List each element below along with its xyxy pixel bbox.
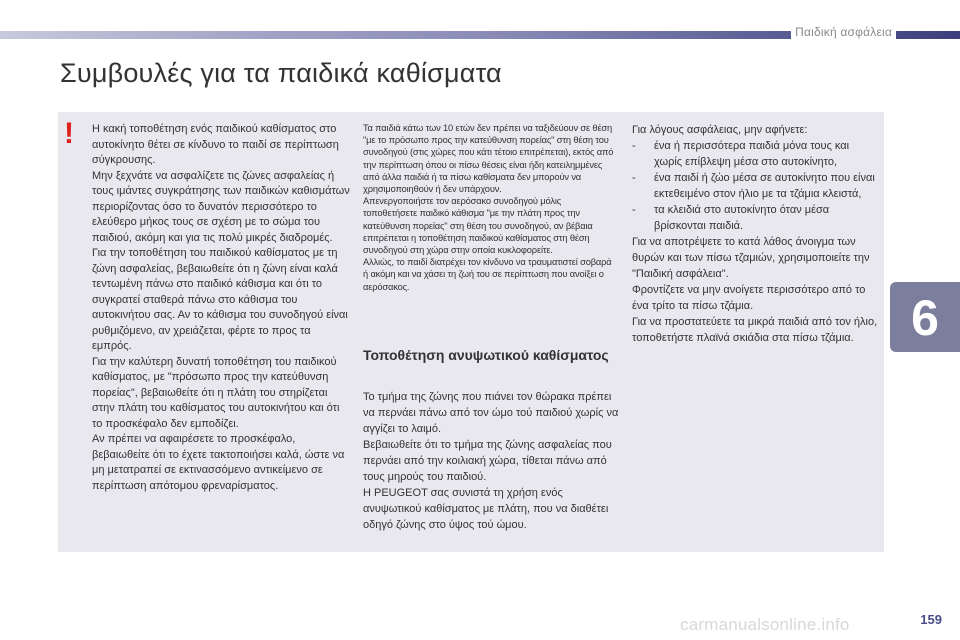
intro-text: Για λόγους ασφάλειας, μην αφήνετε:	[632, 124, 808, 136]
column-airbag-note	[363, 122, 615, 293]
page-number: 159	[920, 612, 942, 627]
booster-seat-heading: Τοποθέτηση ανυψωτικού καθίσματος	[363, 347, 609, 363]
column-warning-text	[92, 122, 350, 494]
note-paragraph: Τα παιδιά κάτω των 10 ετών δεν πρέπει να ταξιδεύουν σε θέση "με το πρόσωπο προς την κατεύθυνση πορείας" στη θέση του συνοδηγού (στις χώρες που κάτι τέτοιο επιτρέπεται), εκτός από την περίπτωση όπου οι πίσω θέσεις είναι ήδη κατειλημμένες από άλλα παιδιά ή τα πίσω καθίσματα δεν μπορούν να χρησιμοποιηθούν ή δεν υπάρχουν.	[363, 123, 614, 195]
paragraph: Η PEUGEOT σας συνιστά τη χρήση ενός ανυψωτικού καθίσματος με πλάτη, που να διαθέτει οδηγό ζώνης στο ύψος τού ώμου.	[363, 487, 609, 531]
note-paragraph: Αλλιώς, το παιδί διατρέχει τον κίνδυνο να τραυματιστεί σοβαρά ή ακόμη και να χάσει τη ζωή του σε περίπτωση που ανοίξει ο αερόσακος.	[363, 257, 612, 292]
paragraph: Μην ξεχνάτε να ασφαλίζετε τις ζώνες ασφαλείας ή τους ιμάντες συγκράτησης των παιδικών καθισμάτων περιορίζοντας όσο το δυνατόν περισσότερο το ελεύθερο μήκος τους σε σχέση με το σώμα του παιδιού, ακόμη και για τις πολύ μικρές διαδρομές.	[92, 169, 350, 244]
list-item	[632, 170, 878, 202]
chapter-number: 6	[911, 290, 939, 346]
paragraph: Βεβαιωθείτε ότι το τμήμα της ζώνης ασφαλείας που περνάει από την κοιλιακή χώρα, τίθεται πάνω από τους μηρούς του παιδιού.	[363, 439, 612, 483]
warning-icon: !	[64, 117, 74, 150]
dash-bullet: -	[632, 140, 636, 152]
page-title: Συμβουλές για τα παιδικά καθίσματα	[60, 58, 502, 88]
paragraph: Για την τοποθέτηση του παιδικού καθίσματος με τη ζώνη ασφαλείας, βεβαιωθείτε ότι η ζώνη είναι καλά τεντωμένη πάνω στο παιδικό κάθισμα και ότι το συγκρατεί σταθερά πάνω στο κάθισμα του αυτοκινήτου σας. Αν το κάθισμα του συνοδηγού είναι ρυθμιζόμενο, αν χρειάζεται, φέρτε το προς τα εμπρός.	[92, 247, 348, 352]
paragraph: Φροντίζετε να μην ανοίγετε περισσότερο από το ένα τρίτο τα πίσω τζάμια.	[632, 284, 866, 312]
paragraph: Για να αποτρέψετε το κατά λάθος άνοιγμα των θυρών και των πίσω τζαμιών, χρησιμοποιείτε την "Παιδική ασφάλεια".	[632, 236, 870, 280]
paragraph: Για να προστατεύετε τα μικρά παιδιά από τον ήλιο, τοποθετήστε πλαϊνά σκιάδια στα πίσω τζάμια.	[632, 316, 878, 344]
section-title: Παιδική ασφάλεια	[791, 25, 896, 39]
list-item-text: ένα ή περισσότερα παιδιά μόνα τους και χωρίς επίβλεψη μέσα στο αυτοκίνητο,	[654, 140, 850, 168]
list-item-text: ένα παιδί ή ζώο μέσα σε αυτοκίνητο που είναι εκτεθειμένο στον ήλιο με τα τζάμια κλειστά,	[654, 172, 875, 200]
paragraph: Για την καλύτερη δυνατή τοποθέτηση του παιδικού καθίσματος, με "πρόσωπο προς την κατεύθυνση πορείας", βεβαιωθείτε ότι η πλάτη του στηρίζεται στην πλάτη του καθίσματος του αυτοκινήτου και ότι το προσκέφαλο δεν εμποδίζει.	[92, 355, 340, 430]
dash-bullet: -	[632, 172, 636, 184]
list-item	[632, 138, 878, 170]
paragraph: Η κακή τοποθέτηση ενός παιδικού καθίσματος στο αυτοκίνητο θέτει σε κίνδυνο το παιδί σε περίπτωση σύγκρουσης.	[92, 123, 339, 166]
booster-seat-text	[363, 389, 621, 533]
list-item-text: τα κλειδιά στο αυτοκίνητο όταν μέσα βρίσκονται παιδιά.	[654, 204, 830, 232]
paragraph: Αν πρέπει να αφαιρέσετε το προσκέφαλο, βεβαιωθείτε ότι το έχετε τακτοποιήσει καλά, ώστε να μη μετατραπεί σε εκτινασσόμενο αντικείμενο σε περίπτωση απότομου φρεναρίσματος.	[92, 433, 345, 492]
note-paragraph: Απενεργοποιήστε τον αερόσακο συνοδηγού μόλις τοποθετήσετε παιδικό κάθισμα "με την πλάτη προς την κατεύθυνση πορείας" στη θέση του συνοδηγού, αν βέβαια επιτρέπεται η τοποθέτηση παιδικού καθίσματος στη θέση συνοδηγού στη χώρα στην οποία κυκλοφορείτε.	[363, 196, 593, 256]
list-item	[632, 202, 878, 234]
dash-bullet: -	[632, 204, 636, 216]
paragraph: Το τμήμα της ζώνης που πιάνει τον θώρακα πρέπει να περνάει πάνω από τον ώμο τού παιδιού χωρίς να αγγίζει το λαιμό.	[363, 391, 619, 435]
safety-list	[632, 138, 878, 234]
watermark: carmanualsonline.info	[680, 615, 850, 634]
column-safety-reasons	[632, 122, 878, 346]
